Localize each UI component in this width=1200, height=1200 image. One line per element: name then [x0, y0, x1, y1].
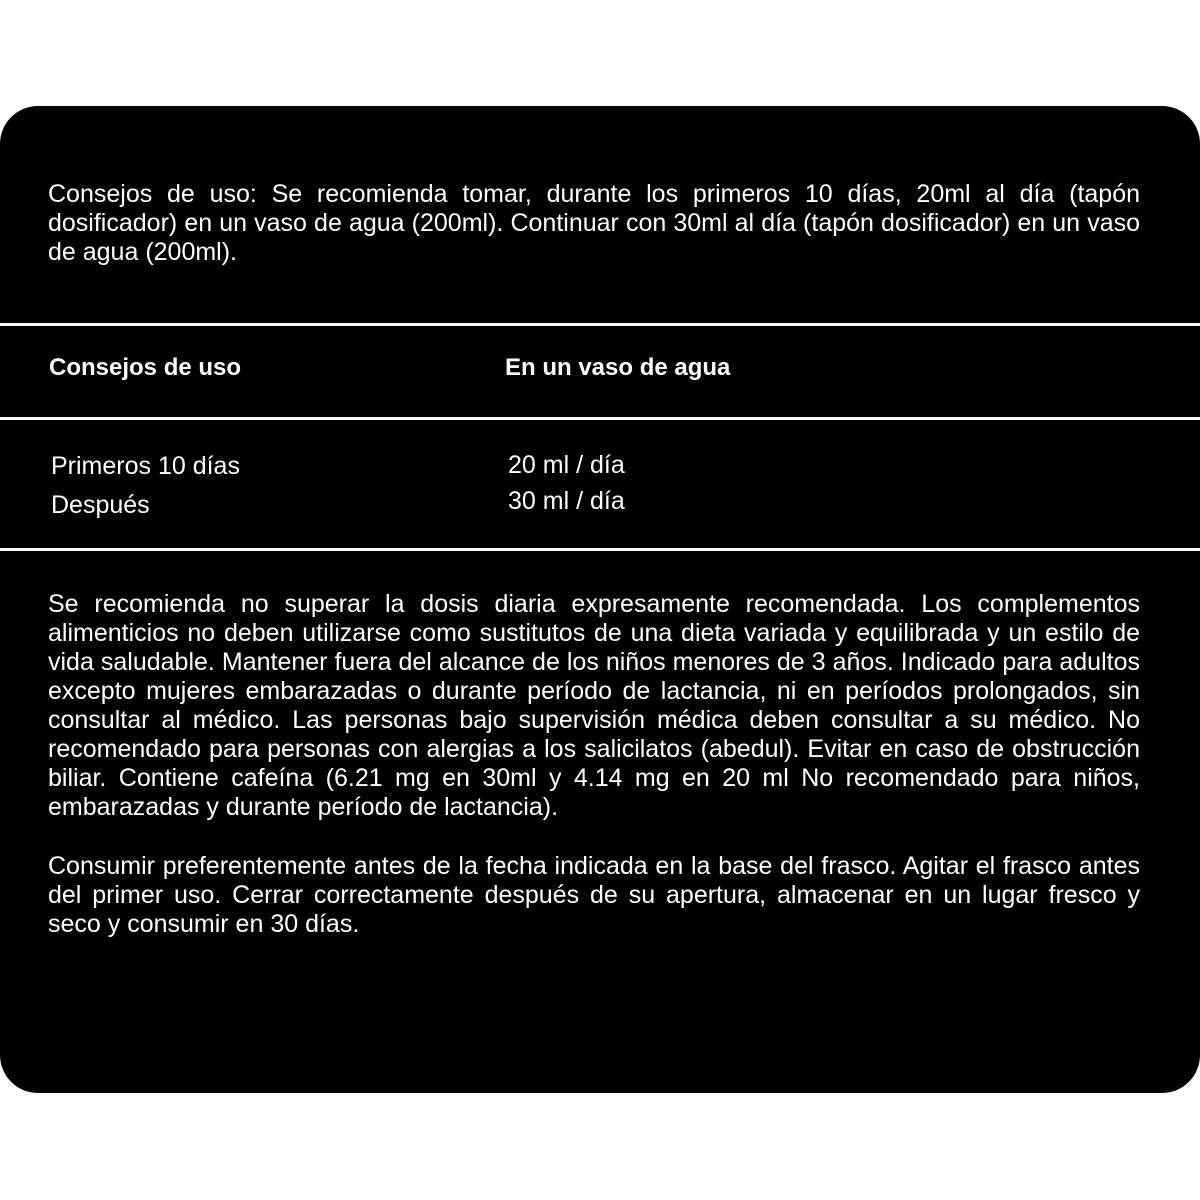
table-row-first-days-dose: 20 ml / día — [508, 451, 625, 479]
table-header-water: En un vaso de agua — [505, 354, 731, 381]
table-row-after-label: Después — [51, 491, 150, 519]
table-top-divider — [0, 323, 1200, 326]
table-header-divider — [0, 417, 1200, 420]
table-bottom-divider — [0, 548, 1200, 551]
storage-text: Consumir preferentemente antes de la fecha indicada en la base del frasco. Agitar el frasco antes del primer uso. Cerrar correctamente después de su apertura, almacenar en un lugar fresco y seco y consumir en 30 días. — [48, 852, 1140, 938]
table-header-usage: Consejos de uso — [49, 354, 242, 381]
table-row-first-days-label: Primeros 10 días — [51, 452, 240, 480]
usage-intro-text: Consejos de uso: Se recomienda tomar, durante los primeros 10 días, 20ml al día (tapón dosificador) en un vaso de agua (200ml). Continuar con 30ml al día (tapón dosificador) en un vaso de agua (200ml). — [48, 180, 1140, 266]
usage-label-panel — [0, 106, 1200, 1093]
warning-text: Se recomienda no superar la dosis diaria expresamente recomendada. Los complementos alimenticios no deben utilizarse como sustitutos de una dieta variada y equilibrada y un estilo de vida saludable. Mantener fuera del alcance de los niños menores de 3 años. Indicado para adultos excepto mujeres embarazadas o durante período de lactancia, ni en períodos prolongados, sin consultar al médico. Las personas bajo supervisión médica deben consultar a su médico. No recomendado para personas con alergias a los salicilatos (abedul). Evitar en caso de obstrucción biliar. Contiene cafeína (6.21 mg en 30ml y 4.14 mg en 20 ml No recomendado para niños, embarazadas y durante período de lactancia). — [48, 590, 1140, 821]
table-row-after-dose: 30 ml / día — [508, 487, 625, 515]
